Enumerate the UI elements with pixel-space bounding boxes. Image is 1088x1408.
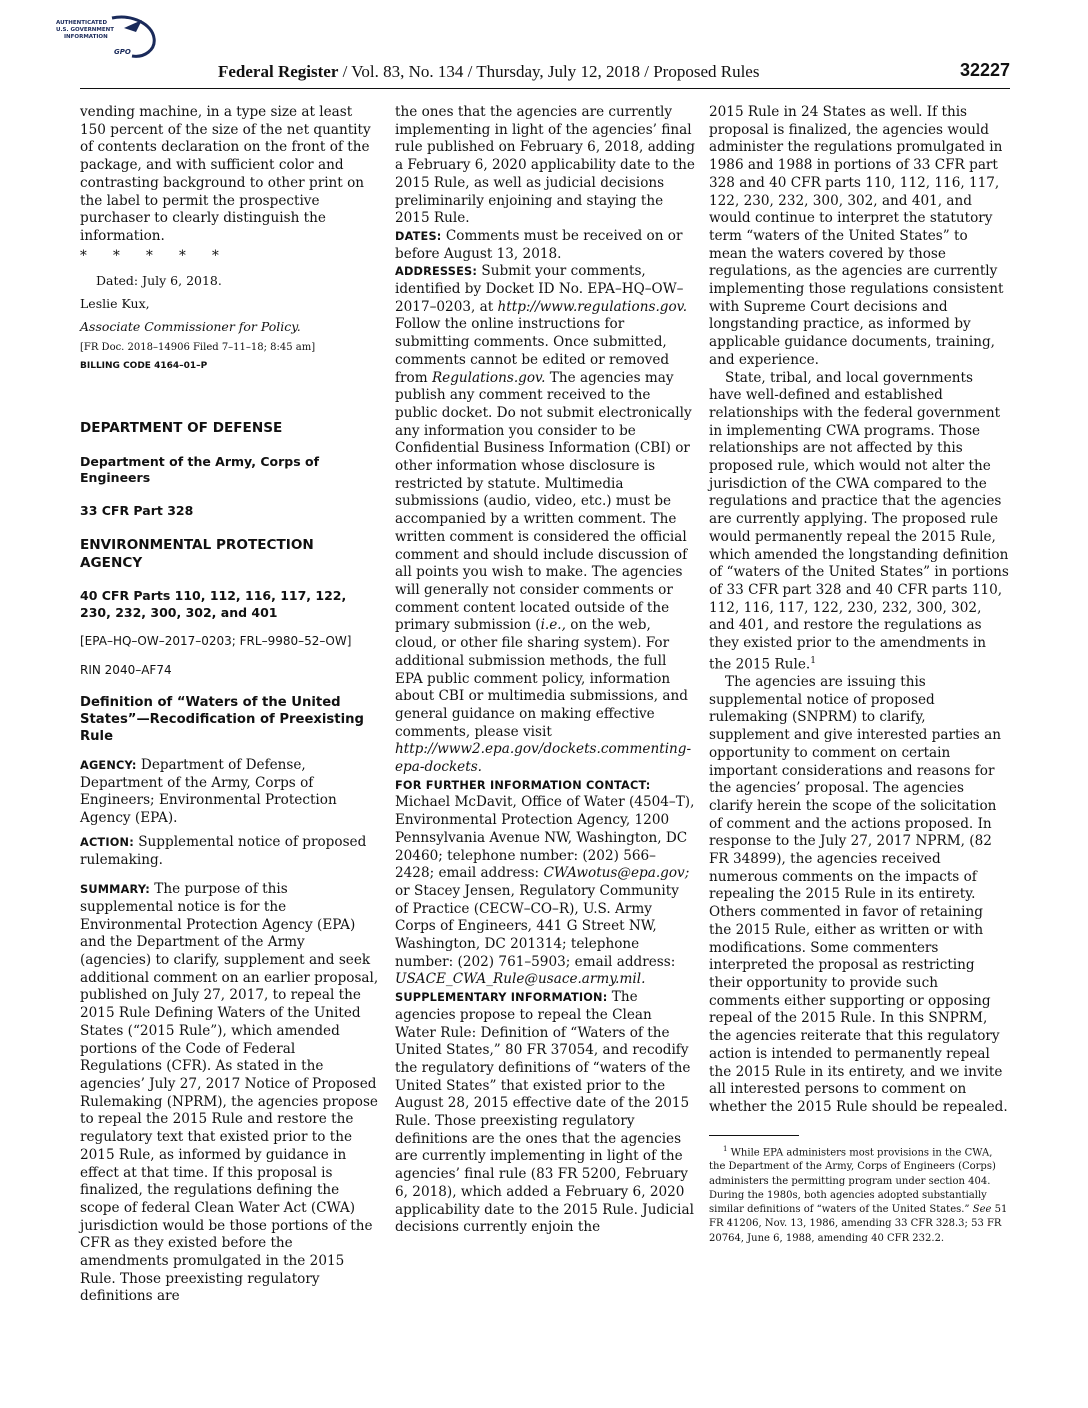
cfr-parts-40: 40 CFR Parts 110, 112, 116, 117, 122, 230, 232, 300, 302, and 401 [80, 588, 347, 620]
summary-section [80, 881, 380, 1306]
department-subheading: Department of the Army, Corps of Engineers [80, 453, 320, 486]
rule-title: Definition of “Waters of the United States”—Recodification of Preexisting Rule [80, 695, 364, 745]
supplementary-section [395, 989, 695, 1237]
page-number: 32227 [959, 60, 1010, 80]
header-citation [218, 62, 759, 82]
agency-label: AGENCY: [80, 759, 137, 773]
star: * [212, 247, 219, 264]
contact-text-a: Michael McDavit, Office of Water (4504–T), Environmental Protection Agency, 1200 Pennsylvania Avenue NW, Washington, DC 20460; telephone number: (202) 566–2428; email address: [395, 794, 695, 882]
addresses-label: ADDRESSES: [395, 265, 478, 279]
logo-line-3: INFORMATION [64, 34, 108, 40]
summary-label: SUMMARY: [80, 883, 150, 897]
dated-line: Dated: July 6, 2018. [96, 273, 222, 289]
rin-number: RIN 2040–AF74 [80, 662, 172, 677]
column-3 [709, 104, 1009, 1246]
addresses-text-d: on the web, cloud, or other file sharing system). For additional submission methods, the full EPA public comment policy, information about CBI or multimedia submissions, and general guidance on making effective comments, please visit [395, 617, 688, 740]
agency-text: Department of Defense, Department of the Army, Corps of Engineers; Environmental Protection Agency (EPA). [80, 757, 337, 827]
footnote-text-b: 51 FR 41206, Nov. 13, 1986, amending 33 CFR 328.3; 53 FR 20764, June 6, 1988, amending 40 CFR 232.2. [709, 1204, 1008, 1244]
dates-label: DATES: [395, 229, 442, 243]
addresses-text-c: The agencies may publish any comment received to the public docket. Do not submit electronically any information you consider to be Confidential Business Information (CBI) or other information whose disclosure is restricted by statute. Multimedia submissions (audio, video, etc.) must be accompanied by a written comment. The written comment is considered the official comment and should include discussion of all points you wish to make. The agencies will generally not consider comments or comment content located outside of the primary submission ( [395, 369, 692, 634]
issue-info: / Vol. 83, No. 134 / Thursday, July 12, 2018 / Proposed Rules [338, 62, 760, 81]
footnote-1 [709, 1142, 1009, 1246]
action-label: ACTION: [80, 835, 134, 849]
contact-text-b: or Stacey Jensen, Regulatory Community of Practice (CECW–CO–R), U.S. Army Corps of Engineers, 441 G Street NW, Washington, DC 201314; telephone number: (202) 761–5903; email address: [395, 882, 679, 970]
regulations-gov-link[interactable]: http://www.regulations.gov. [497, 298, 688, 315]
supplementary-label: SUPPLEMENTARY INFORMATION: [395, 991, 608, 1005]
star: * [179, 247, 186, 264]
agency-heading: ENVIRONMENTAL PROTECTION AGENCY [80, 537, 314, 571]
email-link-epa[interactable]: CWAwotus@epa.gov; [543, 865, 690, 882]
column-2 [395, 104, 695, 1237]
dates-section [395, 228, 695, 263]
docket-number: [EPA–HQ–OW–2017–0203; FRL–9980–52–OW] [80, 634, 352, 649]
agency-section [80, 757, 380, 828]
supplementary-text: The agencies propose to repeal the Clean Water Rule: Definition of “Waters of the United States,” 80 FR 37054, and recodify the regulatory definitions of “waters of the United States” that existed prior to the August 28, 2015 effective date of the 2015 Rule. Those preexisting regulatory definitions are the ones that the agencies are currently implementing in light of the agencies’ final rule (83 FR 5200, February 6, 2018), which added a February 6, 2020 applicability date to the 2015 Rule. Judicial decisions currently enjoin the [395, 989, 694, 1236]
fr-doc-line: [FR Doc. 2018–14906 Filed 7–11–18; 8:45 am] [80, 342, 316, 354]
action-section [80, 834, 380, 869]
addresses-text-b: Follow the online instructions for submitting comments. Once submitted, comments cannot be edited or removed from [395, 316, 670, 386]
contact-section [395, 777, 695, 989]
footnote-ref: 1 [810, 655, 816, 666]
star: * [113, 247, 120, 264]
footnote-see: See [972, 1204, 992, 1216]
signer-name: Leslie Kux, [80, 296, 150, 312]
page-header [80, 58, 1010, 89]
action-text: Supplemental notice of proposed rulemaking. [80, 833, 367, 868]
supplementary-continued: 2015 Rule in 24 States as well. If this proposal is finalized, the agencies would administer the regulations promulgated in 1986 and 1988 in portions of 33 CFR part 328 and 40 CFR parts 110, 112, 116, 117, 122, 230, 232, 300, 302, and 401, and would continue to interpret the statutory term “waters of the United States” to mean the waters covered by those regulations, as the agencies are currently implementing those regulations consistent with Supreme Court decisions and longstanding practice, as informed by applicable guidance documents, training, and experience. [709, 104, 1004, 368]
cfr-part-33: 33 CFR Part 328 [80, 502, 194, 518]
continued-paragraph: vending machine, in a type size at least 150 percent of the size of the net quantity of contents declaration on the front of the package, and with sufficient color and contrasting background to other print on the label to permit the prospective purchaser to clearly distinguish the information. [80, 104, 371, 244]
addresses-section [395, 263, 695, 776]
footnote-divider [709, 1135, 799, 1136]
contact-label: FOR FURTHER INFORMATION CONTACT: [395, 778, 651, 792]
summary-text: The purpose of this supplemental notice is for the Environmental Protection Agency (EPA) and the Department of the Army (agencies) to clarify, supplement and seek additional comment on an earlier proposal, published on July 27, 2017, to repeal the 2015 Rule Defining Waters of the United States (“2015 Rule”), which amended portions of the Code of Federal Regulations (CFR). As stated in the agencies’ July 27, 2017 Notice of Proposed Rulemaking (NPRM), the agencies propose to repeal the 2015 Rule and restore the regulatory text that existed prior to the 2015 Rule, as informed by guidance in effect at that time. If this proposal is finalized, the regulations defining the scope of federal Clean Water Act (CWA) jurisdiction would be those portions of the CFR as they existed before the amendments promulgated in the 2015 Rule. Those preexisting regulatory definitions are [80, 881, 379, 1305]
department-heading: DEPARTMENT OF DEFENSE [80, 420, 283, 437]
summary-continued: the ones that the agencies are currently implementing in light of the agencies’ final rule published on February 6, 2018, adding a February 6, 2020 applicability date to the 2015 Rule, as well as judicial decisions preliminarily enjoining and staying the 2015 Rule. [395, 104, 696, 227]
paragraph-state-tribal-text: State, tribal, and local governments have well-defined and established relationships with the federal government in implementing CWA programs. Those relationships are not affected by this proposed rule, which would not alter the jurisdiction of the CWA compared to the regulations and practice that the agencies are currently applying. The proposed rule would permanently repeal the 2015 Rule, which amended the longstanding definition of “waters of the United States” in portions of 33 CFR part 328 and 40 CFR parts 110, 112, 116, 117, 122, 230, 232, 300, 302, and 401, and restore the regulations as they existed prior to the amendments in the 2015 Rule. [709, 369, 1009, 673]
star: * [146, 247, 153, 264]
journal-name: Federal Register [218, 62, 339, 81]
logo-line-4: GPO [114, 48, 131, 56]
logo-line-1: AUTHENTICATED [56, 20, 108, 26]
regulations-gov-name: Regulations.gov. [431, 369, 546, 386]
column-1 [80, 104, 380, 1306]
ellipsis-stars [80, 248, 380, 266]
addresses-text-a: Submit your comments, identified by Docket ID No. EPA–HQ–OW–2017–0203, at [395, 263, 684, 315]
dates-text: Comments must be received on or before August 13, 2018. [395, 227, 683, 262]
ie-abbrev: i.e., [540, 617, 566, 634]
logo-line-2: U.S. GOVERNMENT [56, 27, 114, 33]
billing-code: BILLING CODE 4164–01–P [80, 361, 208, 372]
paragraph-snprm: The agencies are issuing this supplemental notice of proposed rulemaking (SNPRM) to clarify, supplement and give interested parties an opportunity to comment on certain important considerations and reasons for the agencies’ proposal. The agencies clarify herein the scope of the solicitation of comment and the actions proposed. In response to the July 27, 2017 NPRM, (82 FR 34899), the agencies received numerous comments on the impacts of repealing the 2015 Rule in its entirety. Others commented in favor of retaining the 2015 Rule, either as written or with modifications. Some commenters interpreted the proposal as restricting their opportunity to provide such comments either supporting or opposing repeal of the 2015 Rule. In this SNPRM, the agencies reiterate that this regulatory action is intended to permanently repeal the 2015 Rule in its entirety, and we invite all interested persons to comment on whether the 2015 Rule should be repealed. [709, 674, 1008, 1115]
epa-dockets-link[interactable]: http://www2.epa.gov/dockets.commenting-epa-dockets. [395, 741, 692, 776]
signer-title: Associate Commissioner for Policy. [80, 319, 301, 335]
footnote-text-a: While EPA administers most provisions in the CWA, the Department of the Army, Corps of Engineers (Corps) administers the permitting program under section 404. During the 1980s, both agencies adopted substantially similar definitions of “waters of the United States.” [709, 1146, 996, 1216]
gpo-authenticated-logo [54, 14, 162, 60]
star: * [80, 247, 87, 264]
footnote-number: 1 [723, 1144, 728, 1153]
email-link-usace[interactable]: USACE_CWA_Rule@usace.army.mil. [395, 971, 646, 988]
paragraph-state-tribal [709, 370, 1009, 674]
